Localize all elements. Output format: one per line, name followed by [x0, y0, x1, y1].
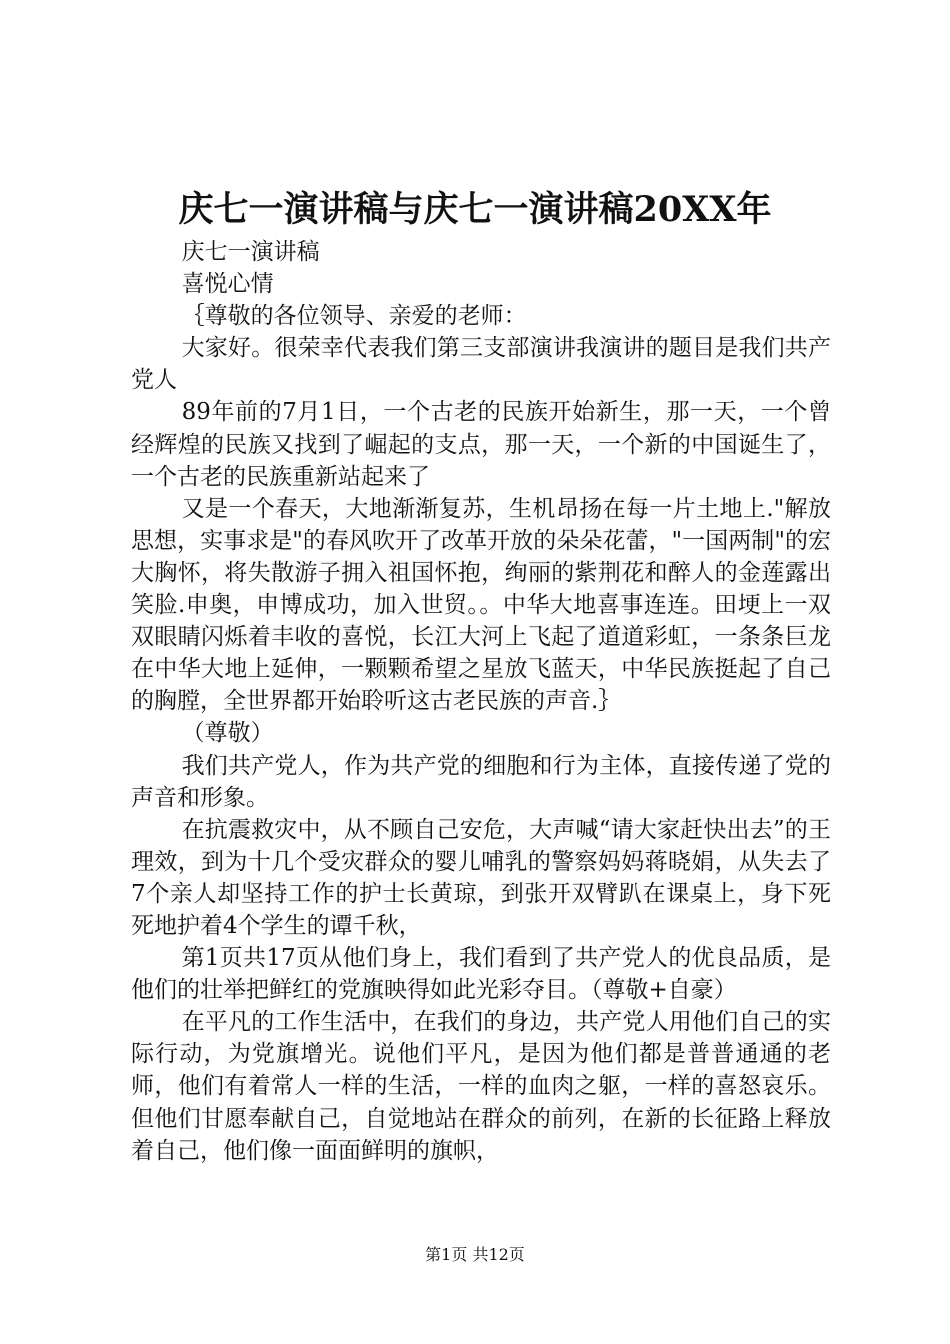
paragraph-4: 大家好。很荣幸代表我们第三支部演讲我演讲的题目是我们共产党人: [131, 335, 831, 394]
paragraph-9: 在抗震救灾中，从不顾自己安危，大声喊“请大家赶快出去”的王理效，到为十几个受灾群众的婴儿哺乳的警察妈妈蒋晓娟，从失去了7个亲人却坚持工作的护士长黄琼，到张开双臂趴在课桌上，身下死死地护着4个学生的谭千秋，: [131, 816, 831, 939]
paragraph-1: 庆七一演讲稿: [181, 239, 320, 265]
paragraph-5: 89年前的7月1日，一个古老的民族开始新生，那一天，一个曾经辉煌的民族又找到了崛起的支点，那一天，一个新的中国诞生了，一个古老的民族重新站起来了: [131, 399, 831, 490]
paragraph-6: 又是一个春天，大地渐渐复苏，生机昂扬在每一片土地上."解放思想，实事求是"的春风吹开了改革开放的朵朵花蕾，"一国两制"的宏大胸怀，将失散游子拥入祖国怀抱，绚丽的紫荆花和醉人的金莲露出笑脸.申奥，申博成功，加入世贸。。中华大地喜事连连。田埂上一双双眼睛闪烁着丰收的喜悦，长江大河上飞起了道道彩虹，一条条巨龙在中华大地上延伸，一颗颗希望之星放飞蓝天，中华民族挺起了自己的胸膛，全世界都开始聆听这古老民族的声音.｝: [131, 495, 831, 715]
paragraph-3: ｛尊敬的各位领导、亲爱的老师：: [181, 303, 527, 330]
document-title: 庆七一演讲稿与庆七一演讲稿20XX年: [178, 189, 772, 230]
paragraph-10: 第1页共17页从他们身上，我们看到了共产党人的优良品质，是他们的壮举把鲜红的党旗映得如此光彩夺目。（尊敬+自豪）: [131, 945, 831, 1004]
paragraph-11: 在平凡的工作生活中，在我们的身边，共产党人用他们自己的实际行动，为党旗增光。说他们平凡，是因为他们都是普普通通的老师，他们有着常人一样的生活，一样的血肉之躯，一样的喜怒哀乐。但他们甘愿奉献自己，自觉地站在群众的前列，在新的长征路上释放着自己，他们像一面面鲜明的旗帜，: [131, 1009, 831, 1164]
paragraph-2: 喜悦心情: [181, 271, 274, 298]
paragraph-7: （尊敬）: [181, 720, 274, 747]
document-body: [131, 236, 831, 1167]
paragraph-8: 我们共产党人，作为共产党的细胞和行为主体，直接传递了党的声音和形象。: [131, 752, 831, 811]
page-footer: 第1页 共12页: [425, 1245, 525, 1264]
